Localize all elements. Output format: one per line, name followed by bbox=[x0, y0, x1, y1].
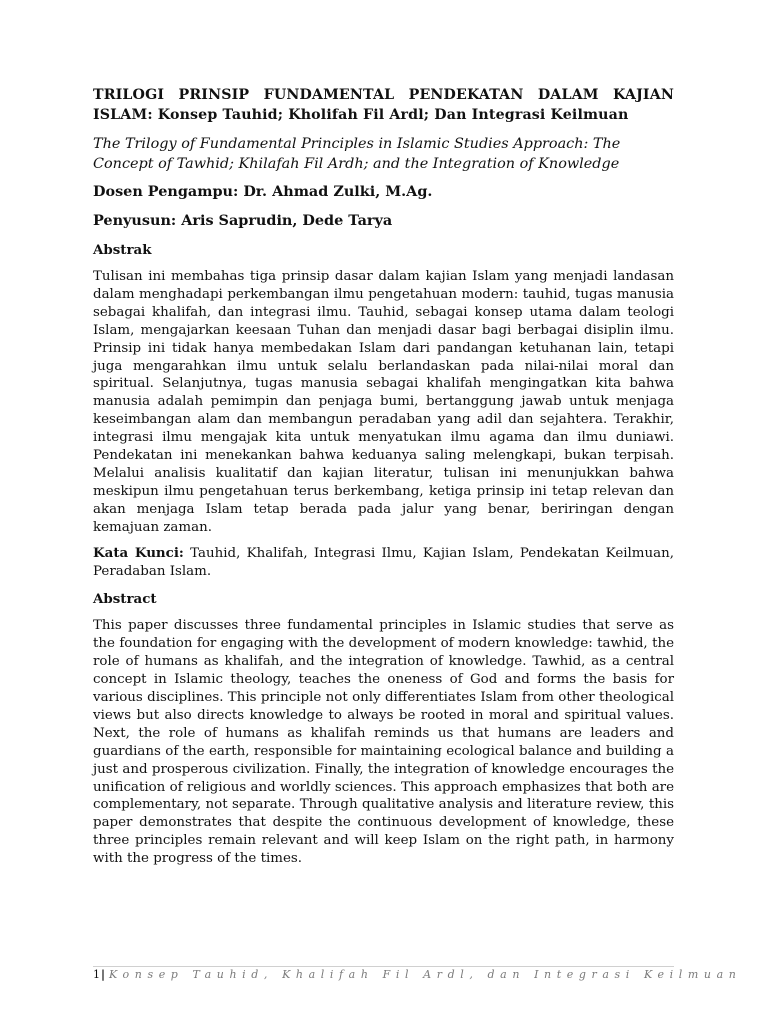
paper-title bbox=[93, 86, 674, 125]
keywords-label: Kata Kunci: bbox=[93, 544, 184, 561]
paper-title-line-1: TRILOGI PRINSIP FUNDAMENTAL PENDEKATAN DALAM KAJIAN bbox=[93, 87, 674, 103]
abstract-heading: Abstract bbox=[93, 591, 157, 608]
abstrak-heading: Abstrak bbox=[93, 242, 152, 258]
authors-line: Penyusun: Aris Saprudin, Dede Tarya bbox=[93, 212, 393, 229]
running-title: Konsep Tauhid, Khalifah Fil Ardl, dan Integrasi Keilmuan bbox=[109, 968, 742, 981]
abstrak-body: Tulisan ini membahas tiga prinsip dasar dalam kajian Islam yang menjadi landasan dalam menghadapi perkembangan ilmu pengetahuan modern: tauhid, tugas manusia sebagai khalifah, dan integrasi ilmu. Tauhid, sebagai konsep utama dalam teologi Islam, mengajarkan keesaan Tuhan dan menjadi dasar bagi berbagai disiplin ilmu. Prinsip ini tidak hanya membedakan Islam dari pandangan ketuhanan lain, tetapi juga mengarahkan ilmu untuk selalu berlandaskan pada nilai-nilai moral dan spiritual. Selanjutnya, tugas manusia sebagai khalifah mengingatkan kita bahwa manusia adalah pemimpin dan penjaga bumi, bertanggung jawab untuk menjaga keseimbangan alam dan membangun peradaban yang adil dan sejahtera. Terakhir, integrasi ilmu mengajak kita untuk menyatukan ilmu agama dan ilmu duniawi. Pendekatan ini menekankan bahwa keduanya saling melengkapi, bukan terpisah. Melalui analisis kualitatif dan kajian literatur, tulisan ini menunjukkan bahwa meskipun ilmu pengetahuan terus berkembang, ketiga prinsip ini tetap relevan dan akan menjaga Islam tetap berada pada jalur yang benar, beriringan dengan kemajuan zaman. bbox=[93, 269, 674, 535]
lecturer-line: Dosen Pengampu: Dr. Ahmad Zulki, M.Ag. bbox=[93, 183, 433, 200]
page-number: 1 bbox=[93, 968, 100, 981]
keywords-paragraph bbox=[93, 545, 674, 581]
paper-title-line-2: ISLAM: Konsep Tauhid; Kholifah Fil Ardl; Dan Integrasi Keilmuan bbox=[93, 106, 629, 123]
footer-separator: | bbox=[101, 968, 106, 981]
page-footer bbox=[93, 966, 742, 982]
keywords-text: Tauhid, Khalifah, Integrasi Ilmu, Kajian Islam, Pendekatan Keilmuan, Peradaban Islam. bbox=[93, 545, 674, 579]
page-content bbox=[93, 86, 674, 868]
paper-subtitle-english: The Trilogy of Fundamental Principles in Islamic Studies Approach: The Concept of Tawhid; Khilafah Fil Ardh; and the Integration of Knowledge bbox=[93, 136, 621, 172]
abstract-body: This paper discusses three fundamental principles in Islamic studies that serve as the foundation for engaging with the development of modern knowledge: tawhid, the role of humans as khalifah, and the integration of knowledge. Tawhid, as a central concept in Islamic theology, teaches the oneness of God and forms the basis for various disciplines. This principle not only differentiates Islam from other theological views but also directs knowledge to always be rooted in moral and spiritual values. Next, the role of humans as khalifah reminds us that humans are leaders and guardians of the earth, responsible for maintaining ecological balance and building a just and prosperous civilization. Finally, the integration of knowledge encourages the unification of religious and worldly sciences. This approach emphasizes that both are complementary, not separate. Through qualitative analysis and literature review, this paper demonstrates that despite the continuous development of knowledge, these three principles remain relevant and will keep Islam on the right path, in harmony with the progress of the times. bbox=[93, 618, 674, 867]
